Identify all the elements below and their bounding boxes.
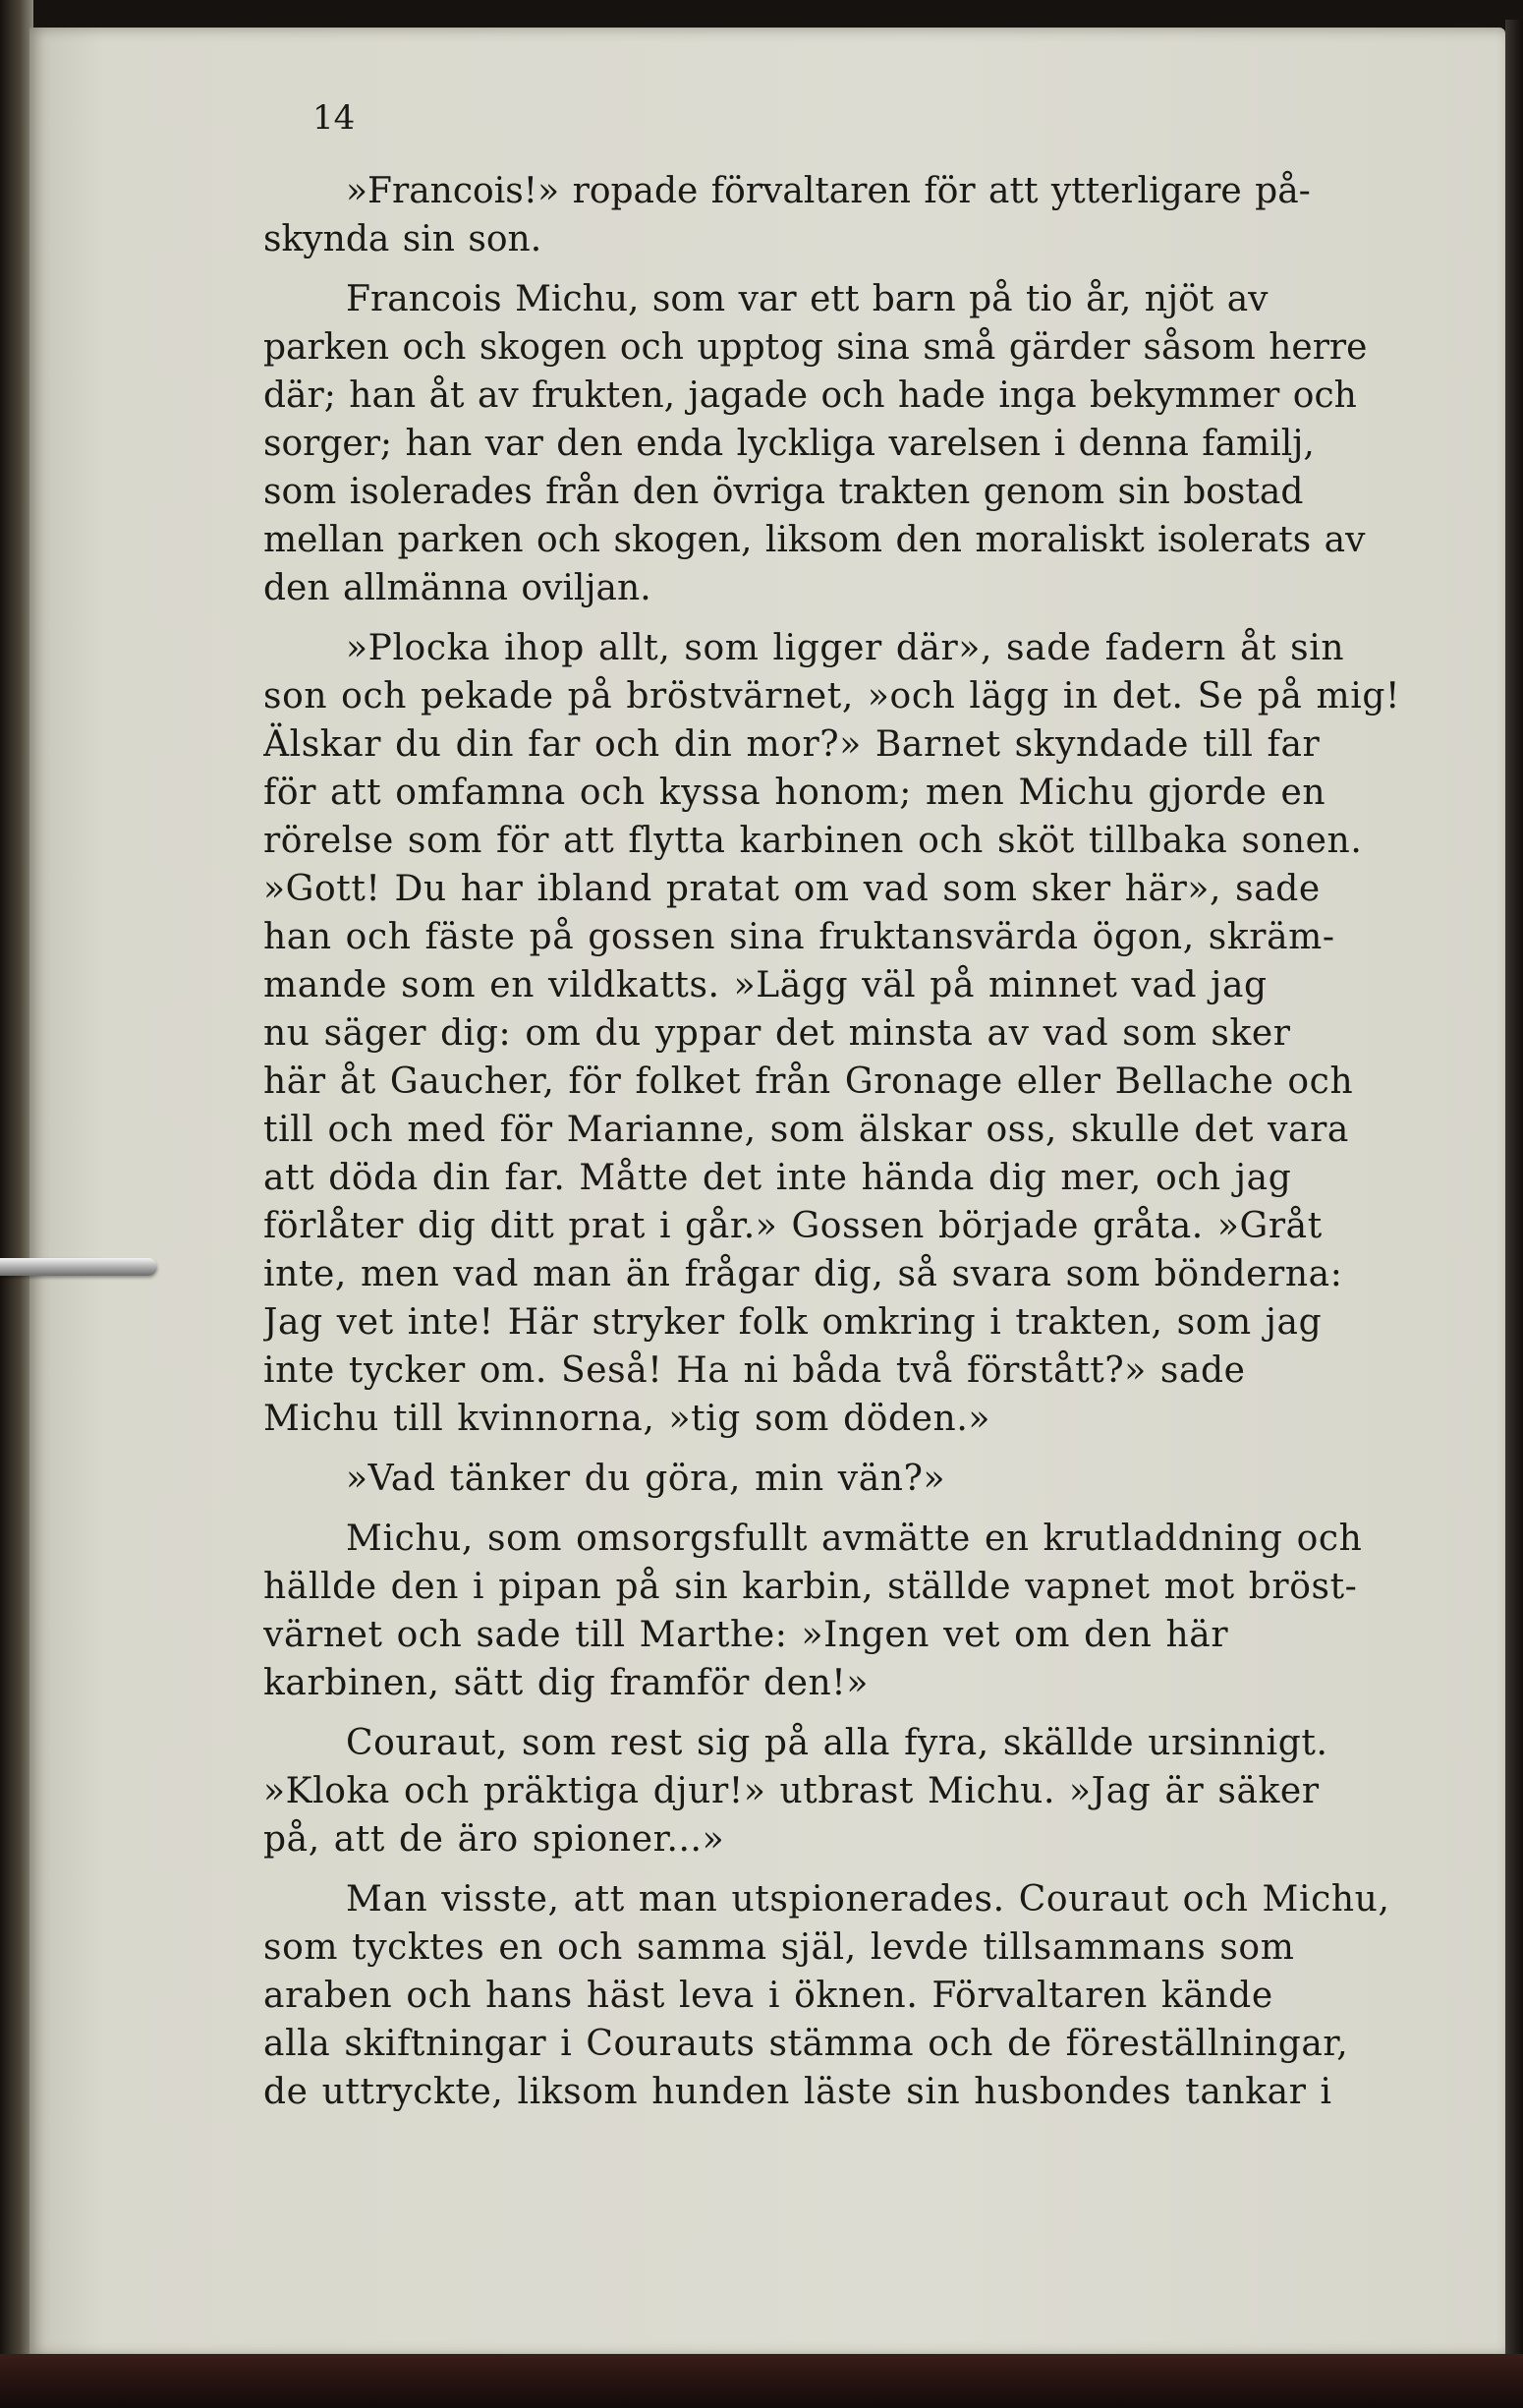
text-line: här åt Gaucher, för folket från Gronage eller Bellache och (263, 1061, 1354, 1102)
page-number: 14 (312, 98, 356, 138)
text-line: hällde den i pipan på sin karbin, ställde vapnet mot bröst- (263, 1567, 1358, 1607)
text-line: Man visste, att man utspionerades. Couraut och Michu, (346, 1879, 1390, 1920)
paragraph-5 (263, 1515, 1403, 1707)
text-line: »Gott! Du har ibland pratat om vad som sker här», sade (263, 869, 1321, 909)
paragraph-2 (263, 275, 1403, 612)
text-line: Francois Michu, som var ett barn på tio år, njöt av (346, 279, 1269, 319)
text-line: son och pekade på bröstvärnet, »och lägg in det. Se på mig! (263, 676, 1401, 717)
text-line: där; han åt av frukten, jagade och hade inga bekymmer och (263, 375, 1357, 416)
text-line: värnet och sade till Marthe: »Ingen vet om den här (263, 1615, 1229, 1655)
text-line: Jag vet inte! Här stryker folk omkring i trakten, som jag (263, 1302, 1323, 1343)
text-line: parken och skogen och upptog sina små gärder såsom herre (263, 327, 1368, 368)
text-line: den allmänna oviljan. (263, 568, 651, 608)
text-line: till och med för Marianne, som älskar oss, skulle det vara (263, 1110, 1349, 1150)
text-line: mellan parken och skogen, liksom den moraliskt isolerats av (263, 520, 1366, 560)
right-edge (1505, 20, 1523, 2359)
text-line: inte tycker om. Seså! Ha ni båda två förstått?» sade (263, 1350, 1246, 1391)
body-text (263, 167, 1403, 2128)
book-cover-edge (0, 2354, 1523, 2408)
text-line: de uttryckte, liksom hunden läste sin husbondes tankar i (263, 2072, 1332, 2112)
paragraph-1 (263, 167, 1403, 263)
text-line: »Vad tänker du göra, min vän?» (346, 1459, 946, 1499)
text-line: att döda din far. Måtte det inte hända dig mer, och jag (263, 1158, 1292, 1198)
text-line: nu säger dig: om du yppar det minsta av vad som sker (263, 1013, 1291, 1054)
text-line: för att omfamna och kyssa honom; men Michu gjorde en (263, 773, 1326, 813)
text-line: Couraut, som rest sig på alla fyra, skällde ursinnigt. (346, 1723, 1328, 1763)
text-line: karbinen, sätt dig framför den!» (263, 1663, 869, 1703)
paragraph-4 (263, 1455, 1403, 1503)
text-line: han och fäste på gossen sina fruktansvärda ögon, skräm- (263, 917, 1335, 957)
paragraph-6 (263, 1719, 1403, 1863)
text-line: »Kloka och präktiga djur!» utbrast Michu. »Jag är säker (263, 1771, 1320, 1811)
text-line: förlåter dig ditt prat i går.» Gossen började gråta. »Gråt (263, 1206, 1323, 1246)
text-line: »Plocka ihop allt, som ligger där», sade fadern åt sin (346, 628, 1345, 668)
text-line: Älskar du din far och din mor?» Barnet skyndade till far (263, 724, 1321, 765)
text-line: skynda sin son. (263, 219, 542, 259)
text-line: rörelse som för att flytta karbinen och sköt tillbaka sonen. (263, 821, 1363, 861)
text-line: Michu, som omsorgsfullt avmätte en krutladdning och (346, 1519, 1363, 1559)
top-edge (0, 0, 1523, 28)
paragraph-7 (263, 1875, 1403, 2116)
text-line: som tycktes en och samma själ, levde tillsammans som (263, 1927, 1295, 1968)
text-line: på, att de äro spioner...» (263, 1819, 725, 1860)
text-line: inte, men vad man än frågar dig, så svara som bönderna: (263, 1254, 1343, 1294)
text-line: araben och hans häst leva i öknen. Förvaltaren kände (263, 1976, 1273, 2016)
text-line: mande som en vildkatts. »Lägg väl på minnet vad jag (263, 965, 1268, 1005)
metal-pin-icon (0, 1258, 157, 1276)
text-line: alla skiftningar i Courauts stämma och de föreställningar, (263, 2024, 1349, 2064)
text-line: »Francois!» ropade förvaltaren för att ytterligare på- (346, 171, 1311, 211)
paragraph-3 (263, 624, 1403, 1443)
text-line: som isolerades från den övriga trakten genom sin bostad (263, 472, 1304, 512)
text-line: Michu till kvinnorna, »tig som döden.» (263, 1399, 991, 1439)
book-spine-edge (0, 0, 33, 2408)
text-line: sorger; han var den enda lyckliga varelsen i denna familj, (263, 424, 1315, 464)
